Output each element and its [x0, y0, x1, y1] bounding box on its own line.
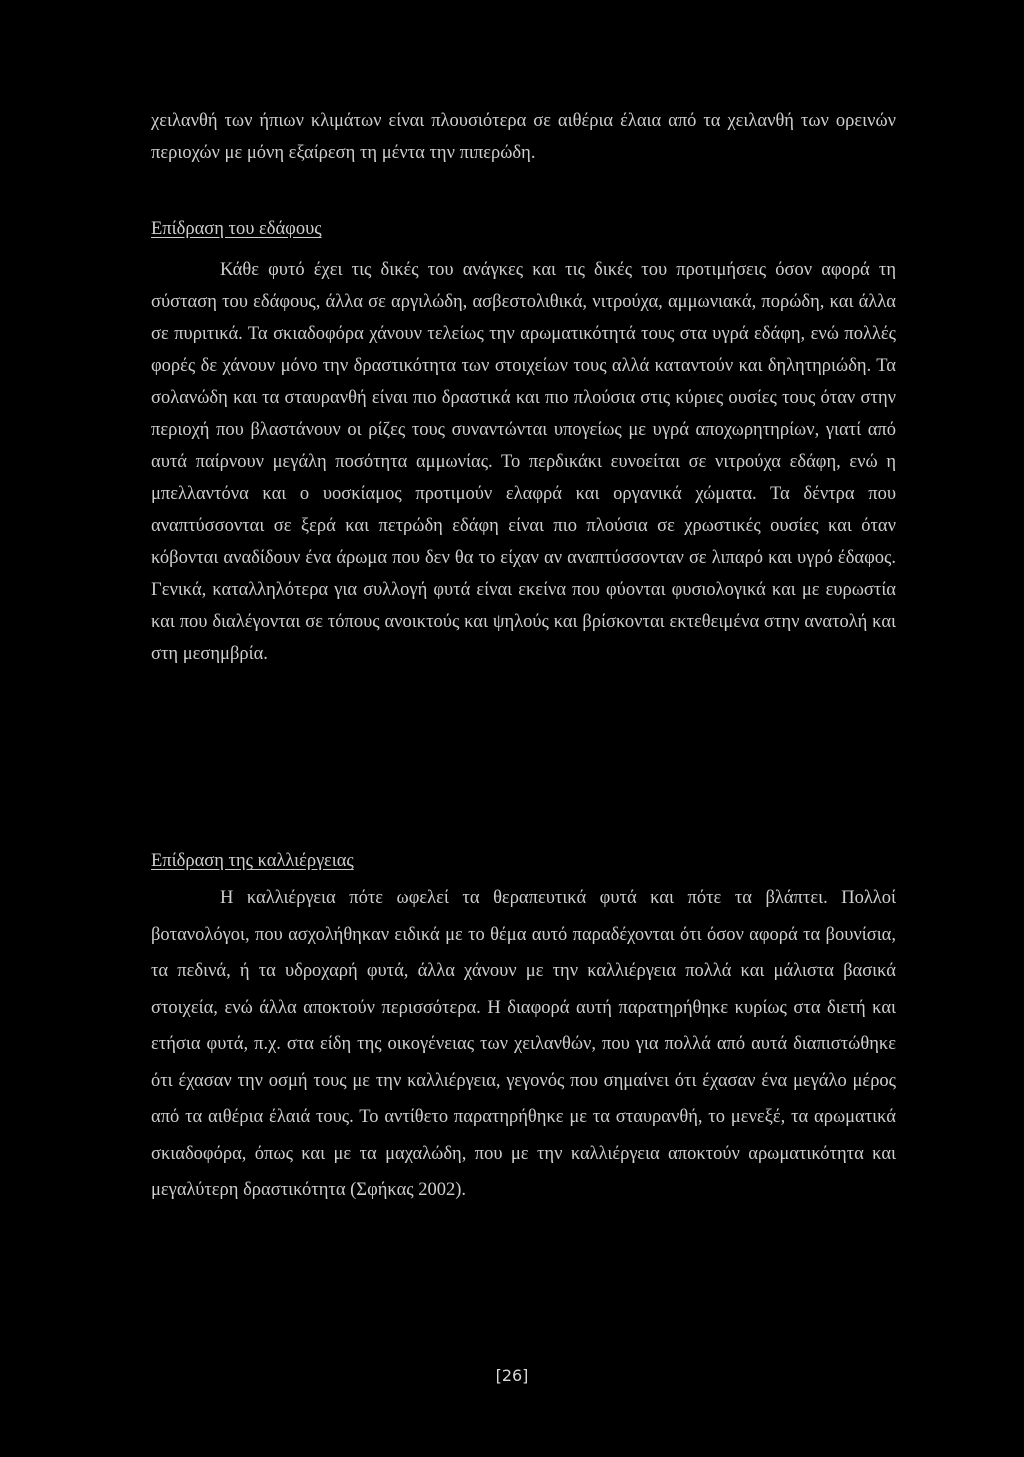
soil-section-heading: Επίδραση του εδάφους	[151, 219, 322, 239]
page-number: [26]	[495, 1366, 529, 1385]
cultivation-section-paragraph: Η καλλιέργεια πότε ωφελεί τα θεραπευτικά φυτά και πότε τα βλάπτει. Πολλοί βοτανολόγοι, που ασχολήθηκαν ειδικά με το θέμα αυτό παραδέχονται ότι όσον αφορά τα βουνίσια, τα πεδινά, ή τα υδροχαρή φυτά, άλλα χάνουν με την καλλιέργεια πολλά και μάλιστα βασικά στοιχεία, ενώ άλλα αποκτούν περισσότερα. Η διαφορά αυτή παρατηρήθηκε κυρίως στα διετή και ετήσια φυτά, π.χ. στα είδη της οικογένειας των χειλανθών, που για πολλά από αυτά διαπιστώθηκε ότι έχασαν την οσμή τους με την καλλιέργεια, γεγονός που σημαίνει ότι έχασαν ένα μεγάλο μέρος από τα αιθέρια έλαιά τους. Το αντίθετο παρατηρήθηκε με τα σταυρανθή, το μενεξέ, τα αρωματικά σκιαδοφόρα, όπως και με τα μαχαλώδη, που με την καλλιέργεια αποκτούν αρωματικότητα και μεγαλύτερη δραστικότητα (Σφήκας 2002).	[151, 888, 896, 1200]
intro-paragraph: χειλανθή των ήπιων κλιμάτων είναι πλουσιότερα σε αιθέρια έλαια από τα χειλανθή των ορεινών περιοχών με μόνη εξαίρεση τη μέντα την πιπερώδη.	[151, 111, 896, 163]
cultivation-section-heading: Επίδραση της καλλιέργειας	[151, 851, 354, 871]
soil-section-paragraph: Κάθε φυτό έχει τις δικές του ανάγκες και τις δικές του προτιμήσεις όσον αφορά τη σύσταση του εδάφους, άλλα σε αργιλώδη, ασβεστολιθικά, νιτρούχα, αμμωνιακά, πορώδη, και άλλα σε πυριτικά. Τα σκιαδοφόρα χάνουν τελείως την αρωματικότητά τους στα υγρά εδάφη, ενώ πολλές φορές δε χάνουν μόνο την δραστικότητα των στοιχείων τους αλλά καταντούν και δηλητηριώδη. Τα σολανώδη και τα σταυρανθή είναι πιο δραστικά και πιο πλούσια στις κύριες ουσίες τους όταν στην περιοχή που βλαστάνουν οι ρίζες τους συναντώνται υπογείως με υγρά αποχωρητηρίων, γιατί από αυτά παίρνουν μεγάλη ποσότητα αμμωνίας. Το περδικάκι ευνοείται σε νιτρούχα εδάφη, ενώ η μπελλαντόνα και ο υοσκίαμος προτιμούν ελαφρά και οργανικά χώματα. Τα δέντρα που αναπτύσσονται σε ξερά και πετρώδη εδάφη είναι πιο πλούσια σε χρωστικές ουσίες και όταν κόβονται αναδίδουν ένα άρωμα που δεν θα το είχαν αν αναπτύσσονταν σε λιπαρό και υγρό έδαφος. Γενικά, καταλληλότερα για συλλογή φυτά είναι εκείνα που φύονται φυσιολογικά και με ευρωστία και που διαλέγονται σε τόπους ανοικτούς και ψηλούς και βρίσκονται εκτεθειμένα στην ανατολή και στη μεσημβρία.	[151, 260, 896, 664]
